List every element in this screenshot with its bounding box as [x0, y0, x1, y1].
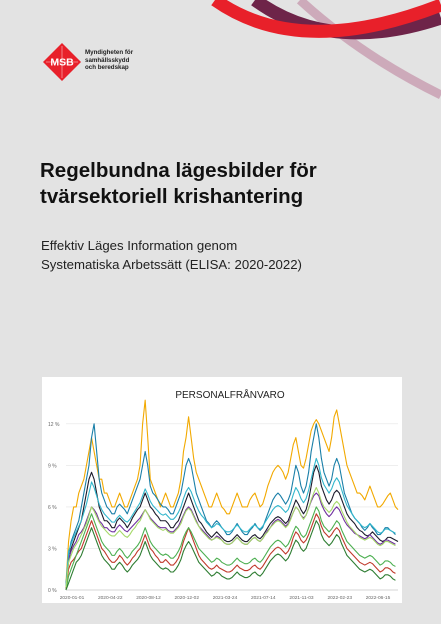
chart-title: PERSONALFRÅNVARO — [175, 390, 285, 401]
x-tick-label: 2021-03-24 — [212, 596, 238, 601]
absence-chart-svg — [42, 377, 402, 603]
report-subtitle-line: Effektiv Läges Information genom — [41, 238, 238, 253]
org-name — [85, 49, 165, 72]
msb-logo — [42, 42, 162, 82]
msb-logo-icon — [42, 42, 82, 82]
x-tick-label: 2022-02-23 — [327, 596, 353, 601]
org-name-line: och beredskap — [85, 64, 129, 72]
x-tick-label: 2020-08-12 — [136, 596, 161, 601]
x-tick-label: 2022-06-15 — [365, 596, 391, 601]
chart-series — [66, 400, 398, 590]
y-tick-label: 0 % — [48, 588, 57, 594]
absence-chart — [42, 377, 402, 603]
report-subtitle — [41, 236, 421, 274]
x-tick-label: 2020-01-01 — [59, 596, 85, 601]
x-tick-label: 2021-11-03 — [289, 596, 314, 601]
y-tick-label: 6 % — [48, 504, 57, 511]
report-title-line: tvärsektoriell krishantering — [40, 185, 304, 208]
x-tick-label: 2021-07-14 — [250, 596, 276, 601]
series-line — [66, 400, 398, 583]
logo-lettering: MSB — [50, 56, 74, 69]
report-title-line: Regelbundna lägesbilder för — [40, 159, 317, 182]
report-subtitle-line: Systematiska Arbetssätt (ELISA: 2020-2022) — [41, 257, 302, 272]
x-tick-label: 2020-12-02 — [174, 596, 200, 601]
y-tick-label: 9 % — [48, 463, 57, 470]
report-title — [40, 158, 420, 210]
org-name-line: Myndigheten för — [85, 49, 134, 56]
y-tick-label: 12 % — [48, 421, 60, 428]
x-tick-label: 2020-04-22 — [97, 596, 123, 601]
y-tick-label: 3 % — [48, 546, 57, 553]
org-name-line: samhällsskydd — [85, 56, 130, 64]
